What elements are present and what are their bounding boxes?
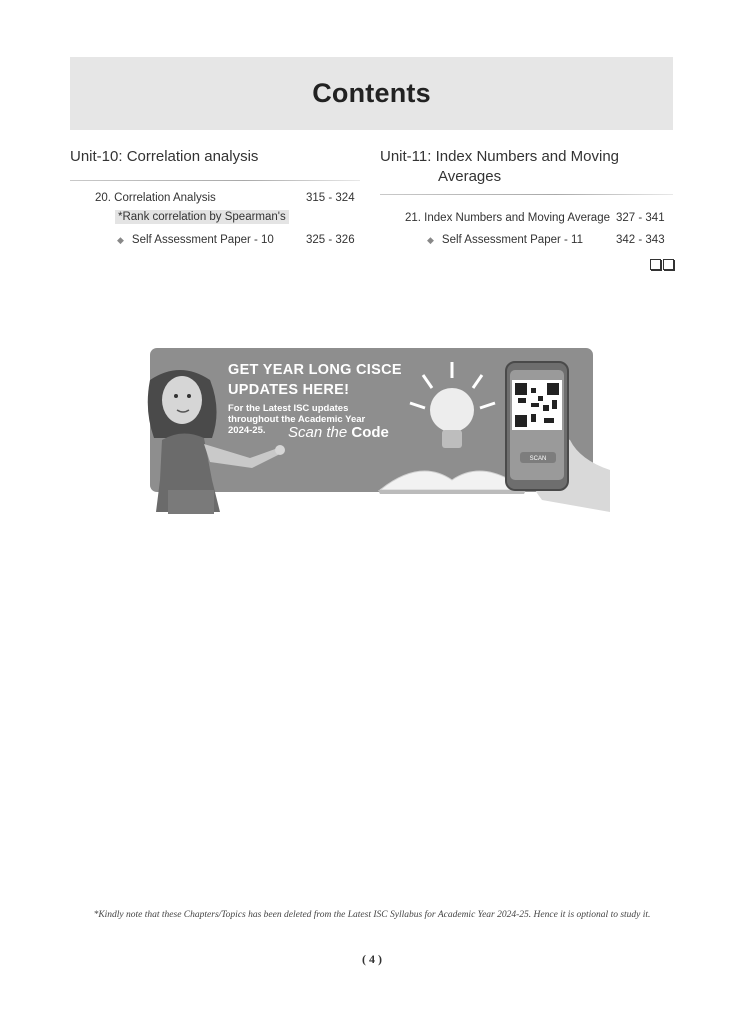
contents-header <box>70 57 673 130</box>
self-assessment-11[interactable] <box>427 234 583 246</box>
chapter-21-pages: 327 - 341 <box>616 212 665 224</box>
unit-11-title: Unit-11: Index Numbers and Moving <box>380 148 620 165</box>
scan-button-label: SCAN <box>529 456 547 462</box>
page-title: Contents <box>312 78 431 108</box>
self-assessment-11-label: Self Assessment Paper - 11 <box>441 234 583 246</box>
chapter-21-label[interactable]: 21. Index Numbers and Moving Average <box>405 212 610 224</box>
footnote: *Kindly note that these Chapters/Topics has been deleted from the Latest ISC Syllabus for Academic Year 2024-25. Hence it is optional to study it. <box>93 910 651 920</box>
scan-the-code[interactable] <box>288 424 389 441</box>
phone-qr-icon <box>506 362 610 512</box>
self-assessment-10-label: Self Assessment Paper - 10 <box>131 234 274 246</box>
open-book-icon <box>378 471 526 494</box>
diamond-bullet-icon: ◆ <box>117 235 124 245</box>
lightbulb-icon <box>410 362 495 448</box>
scan-emph: Code <box>351 424 389 441</box>
unit-11-title-cont: Averages <box>438 168 502 185</box>
banner-subtext: For the Latest ISC updates throughout the Academic Year 2024-25. <box>228 403 366 436</box>
self-assessment-10[interactable] <box>117 234 274 246</box>
unit-10-title: Unit-10: Correlation analysis <box>70 148 259 165</box>
unit-10-divider <box>70 180 360 181</box>
self-assessment-11-pages: 342 - 343 <box>616 234 665 246</box>
diamond-bullet-icon: ◆ <box>427 235 434 245</box>
page-number: ( 4 ) <box>362 952 382 966</box>
scan-prefix: Scan the <box>288 424 348 441</box>
spearman-note <box>115 211 289 223</box>
unit-11-divider <box>380 194 673 195</box>
banner-headline-1: GET YEAR LONG CISCE <box>228 362 402 378</box>
self-assessment-10-pages: 325 - 326 <box>306 234 355 246</box>
banner-headline-2: UPDATES HERE! <box>228 382 350 398</box>
spearman-note-text: *Rank correlation by Spearman's <box>115 210 289 224</box>
chapter-20-pages: 315 - 324 <box>306 192 355 204</box>
chapter-20-label[interactable]: 20. Correlation Analysis <box>95 192 216 204</box>
end-of-section-icon <box>650 259 674 270</box>
